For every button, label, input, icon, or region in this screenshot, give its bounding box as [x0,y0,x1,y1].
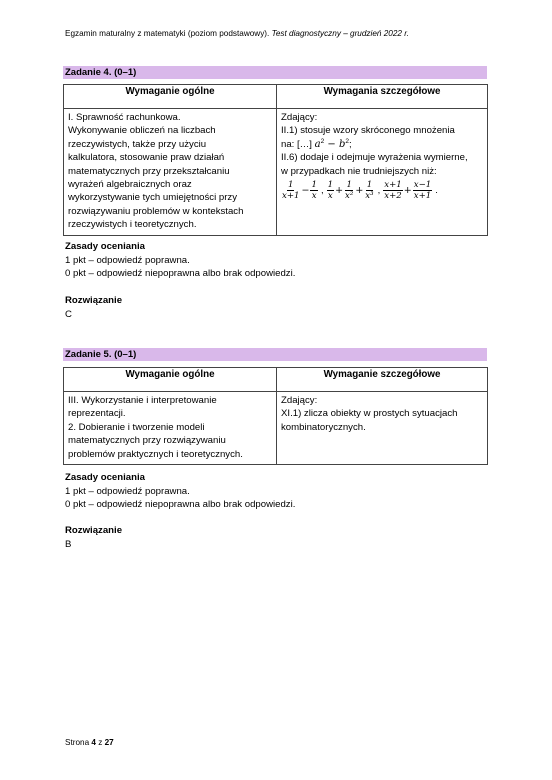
task-4-col-general-header: Wymaganie ogólne [64,85,277,109]
general-line: III. Wykorzystanie i interpretowanie [68,395,217,406]
task-4-title: Zadanie 4. (0–1) [63,66,487,79]
task-5-col-detailed-header: Wymaganie szczegółowe [277,368,488,392]
fraction [364,180,374,201]
formula-exp-b: 2 [345,137,349,145]
numerator: x+1 [384,180,402,191]
formula-a: a [314,138,321,150]
operator: + [335,184,344,196]
fraction [344,180,354,201]
general-line: matematycznych przy rozwiązywaniu [68,435,226,447]
task-4-solution [65,294,122,321]
task-4-general-cell [64,109,277,236]
numerator: 1 [346,180,352,191]
fraction [413,180,433,201]
denominator: x+1 [282,191,300,202]
separator: , [320,184,324,196]
footer-middle: z [95,738,105,747]
detailed-line: w przypadkach nie trudniejszych niż: [281,165,437,177]
scoring-line: 1 pkt – odpowiedź poprawna. [65,254,190,266]
formula-exp-a: 2 [320,137,325,145]
task-5-requirements-table [63,367,488,465]
general-line: kalkulatora, stosowanie praw działań [68,152,225,164]
general-line: wyrażeń algebraicznych oraz [68,179,192,191]
general-line: matematycznych przy przekształcaniu [68,165,230,177]
rational-expressions [281,180,483,201]
fraction [327,180,334,201]
numerator: 1 [366,180,373,191]
general-line: Wykonywanie obliczeń na liczbach [68,125,216,137]
task-5-scoring [65,471,295,512]
fraction [310,180,317,201]
footer-prefix: Strona [65,738,92,747]
numerator: 1 [327,180,334,191]
solution-answer: B [65,538,72,550]
formula-minus: − [324,138,339,150]
general-line: rzeczywistych i teoretycznych. [68,219,197,231]
separator: , [377,184,381,196]
general-line: wykorzystywanie tych umiejętności przy [68,192,238,204]
scoring-title: Zasady oceniania [65,472,145,483]
denominator: x+2 [384,191,402,202]
denominator: x² [345,191,354,202]
denominator: x+1 [413,191,432,202]
numerator: x−1 [413,180,432,191]
detailed-line-formula [281,138,483,151]
formula-b: b [338,138,346,150]
solution-answer: C [65,308,72,320]
operator: + [355,184,364,196]
general-line: rozwiązywaniu problemów w kontekstach [68,205,244,217]
scoring-title: Zasady oceniania [65,241,145,252]
scoring-line: 1 pkt – odpowiedź poprawna. [65,485,190,497]
general-line: I. Sprawność rachunkowa. [68,112,181,123]
task-4-detailed-cell [277,109,488,236]
task-4-col-detailed-header: Wymagania szczegółowe [277,85,488,109]
solution-title: Rozwiązanie [65,525,123,536]
solution-title: Rozwiązanie [65,295,123,306]
formula-suffix: ; [348,138,352,150]
denominator: x [327,191,333,202]
header-exam-name: Egzamin maturalny z matematyki (poziom podstawowy). [65,29,272,38]
task-5-title: Zadanie 5. (0–1) [63,348,487,361]
detailed-line: XI.1) zlicza obiekty w prostych sytuacjach [281,408,458,420]
footer-total-pages: 27 [104,738,114,747]
formula-prefix: na: […] [281,138,315,150]
end-period: . [435,184,438,196]
fraction [281,180,301,201]
scoring-line: 0 pkt – odpowiedź niepoprawna albo brak odpowiedzi. [65,268,296,279]
fraction [383,180,403,201]
general-line: reprezentacji. [68,408,126,420]
task-5-solution [65,524,122,551]
detailed-line: II.6) dodaje i odejmuje wyrażenia wymierne, [281,152,468,164]
denominator: x³ [365,191,374,202]
denominator: x [311,191,317,202]
task-4-requirements-table [63,84,488,236]
general-line: rzeczywistych, także przy użyciu [68,138,207,150]
task-5-col-general-header: Wymaganie ogólne [64,368,277,392]
task-4-scoring [65,240,295,281]
page-header [65,29,495,38]
scoring-line: 0 pkt – odpowiedź niepoprawna albo brak odpowiedzi. [65,499,296,510]
footer-page-number: 4 [91,738,96,747]
detailed-line: Zdający: [281,112,318,123]
operator: − [301,184,310,196]
task-5-general-cell [64,392,277,465]
detailed-line: kombinatorycznych. [281,421,366,433]
detailed-line: II.1) stosuje wzory skróconego mnożenia [281,125,455,137]
page-footer [65,738,114,747]
general-line: 2. Dobieranie i tworzenie modeli [68,421,205,433]
header-test-name: Test diagnostyczny – grudzień 2022 r. [271,29,409,38]
general-line: problemów praktycznych i teoretycznych. [68,448,243,460]
task-5-detailed-cell [277,392,488,465]
detailed-line: Zdający: [281,395,318,406]
numerator: 1 [288,180,294,191]
operator: + [403,184,412,196]
numerator: 1 [311,180,317,191]
